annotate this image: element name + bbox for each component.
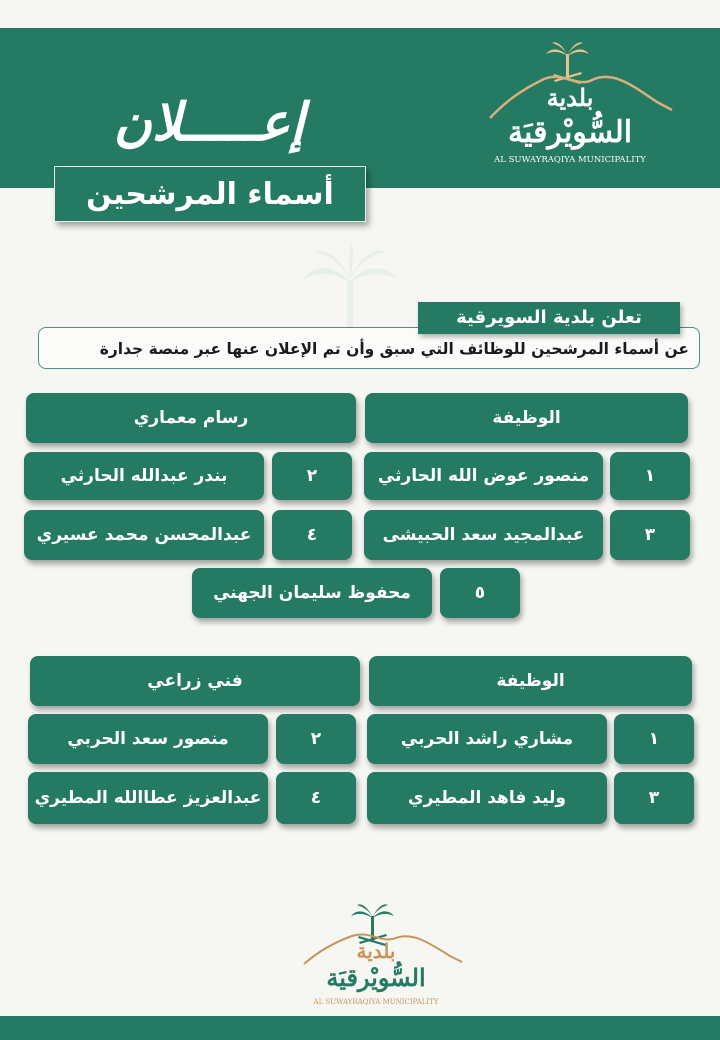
logo-name-short: بلدية	[546, 83, 594, 112]
candidate-name: عبدالعزيز عطاالله المطيري	[28, 772, 268, 824]
footer-bar	[0, 1016, 720, 1040]
intro-text: عن أسماء المرشحين للوظائف التي سبق وأن تم الإعلان عنها عبر منصة جدارة	[38, 327, 700, 369]
candidate-number: ٢	[272, 452, 352, 500]
candidate-name: بندر عبدالله الحارثي	[24, 452, 264, 500]
section1-job-title: رسام معماري	[26, 393, 356, 443]
candidate-number: ٥	[440, 568, 520, 618]
candidate-name: منصور سعد الحربي	[28, 714, 268, 764]
logo-name-long: السُّويْرقيَة	[326, 963, 426, 992]
candidate-name: عبدالمحسن محمد عسيري	[24, 510, 264, 560]
candidate-number: ١	[614, 714, 694, 764]
palm-watermark-icon	[300, 240, 400, 340]
candidate-number: ٢	[276, 714, 356, 764]
logo-name-short: بلدية	[356, 939, 396, 963]
logo-name-long: السُّويْرقيَة	[507, 115, 633, 150]
municipality-logo-footer	[300, 902, 468, 1014]
section1-job-label: الوظيفة	[365, 393, 688, 443]
intro-title: تعلن بلدية السويرقية	[418, 302, 680, 334]
candidate-name: محفوظ سليمان الجهني	[192, 568, 432, 618]
logo-english-text: AL SUWAYRAQIYA MUNICIPALITY	[313, 998, 439, 1006]
candidate-name: منصور عوض الله الحارثي	[364, 452, 603, 500]
section2-job-label: الوظيفة	[369, 656, 692, 706]
candidate-name: مشاري راشد الحربي	[367, 714, 607, 764]
municipality-logo	[482, 40, 682, 172]
announcement-title: إعـــــلان	[113, 92, 305, 153]
candidates-subtitle: أسماء المرشحين	[54, 166, 366, 222]
candidate-number: ٤	[272, 510, 352, 560]
candidate-number: ٣	[614, 772, 694, 824]
candidate-name: عبدالمجيد سعد الحبيشى	[364, 510, 603, 560]
logo-english-text: AL SUWAYRAQIYA MUNICIPALITY	[494, 155, 646, 165]
section2-job-title: فني زراعي	[30, 656, 360, 706]
candidate-number: ١	[610, 452, 690, 500]
candidate-number: ٣	[610, 510, 690, 560]
candidate-name: وليد فاهد المطيري	[367, 772, 607, 824]
candidate-number: ٤	[276, 772, 356, 824]
